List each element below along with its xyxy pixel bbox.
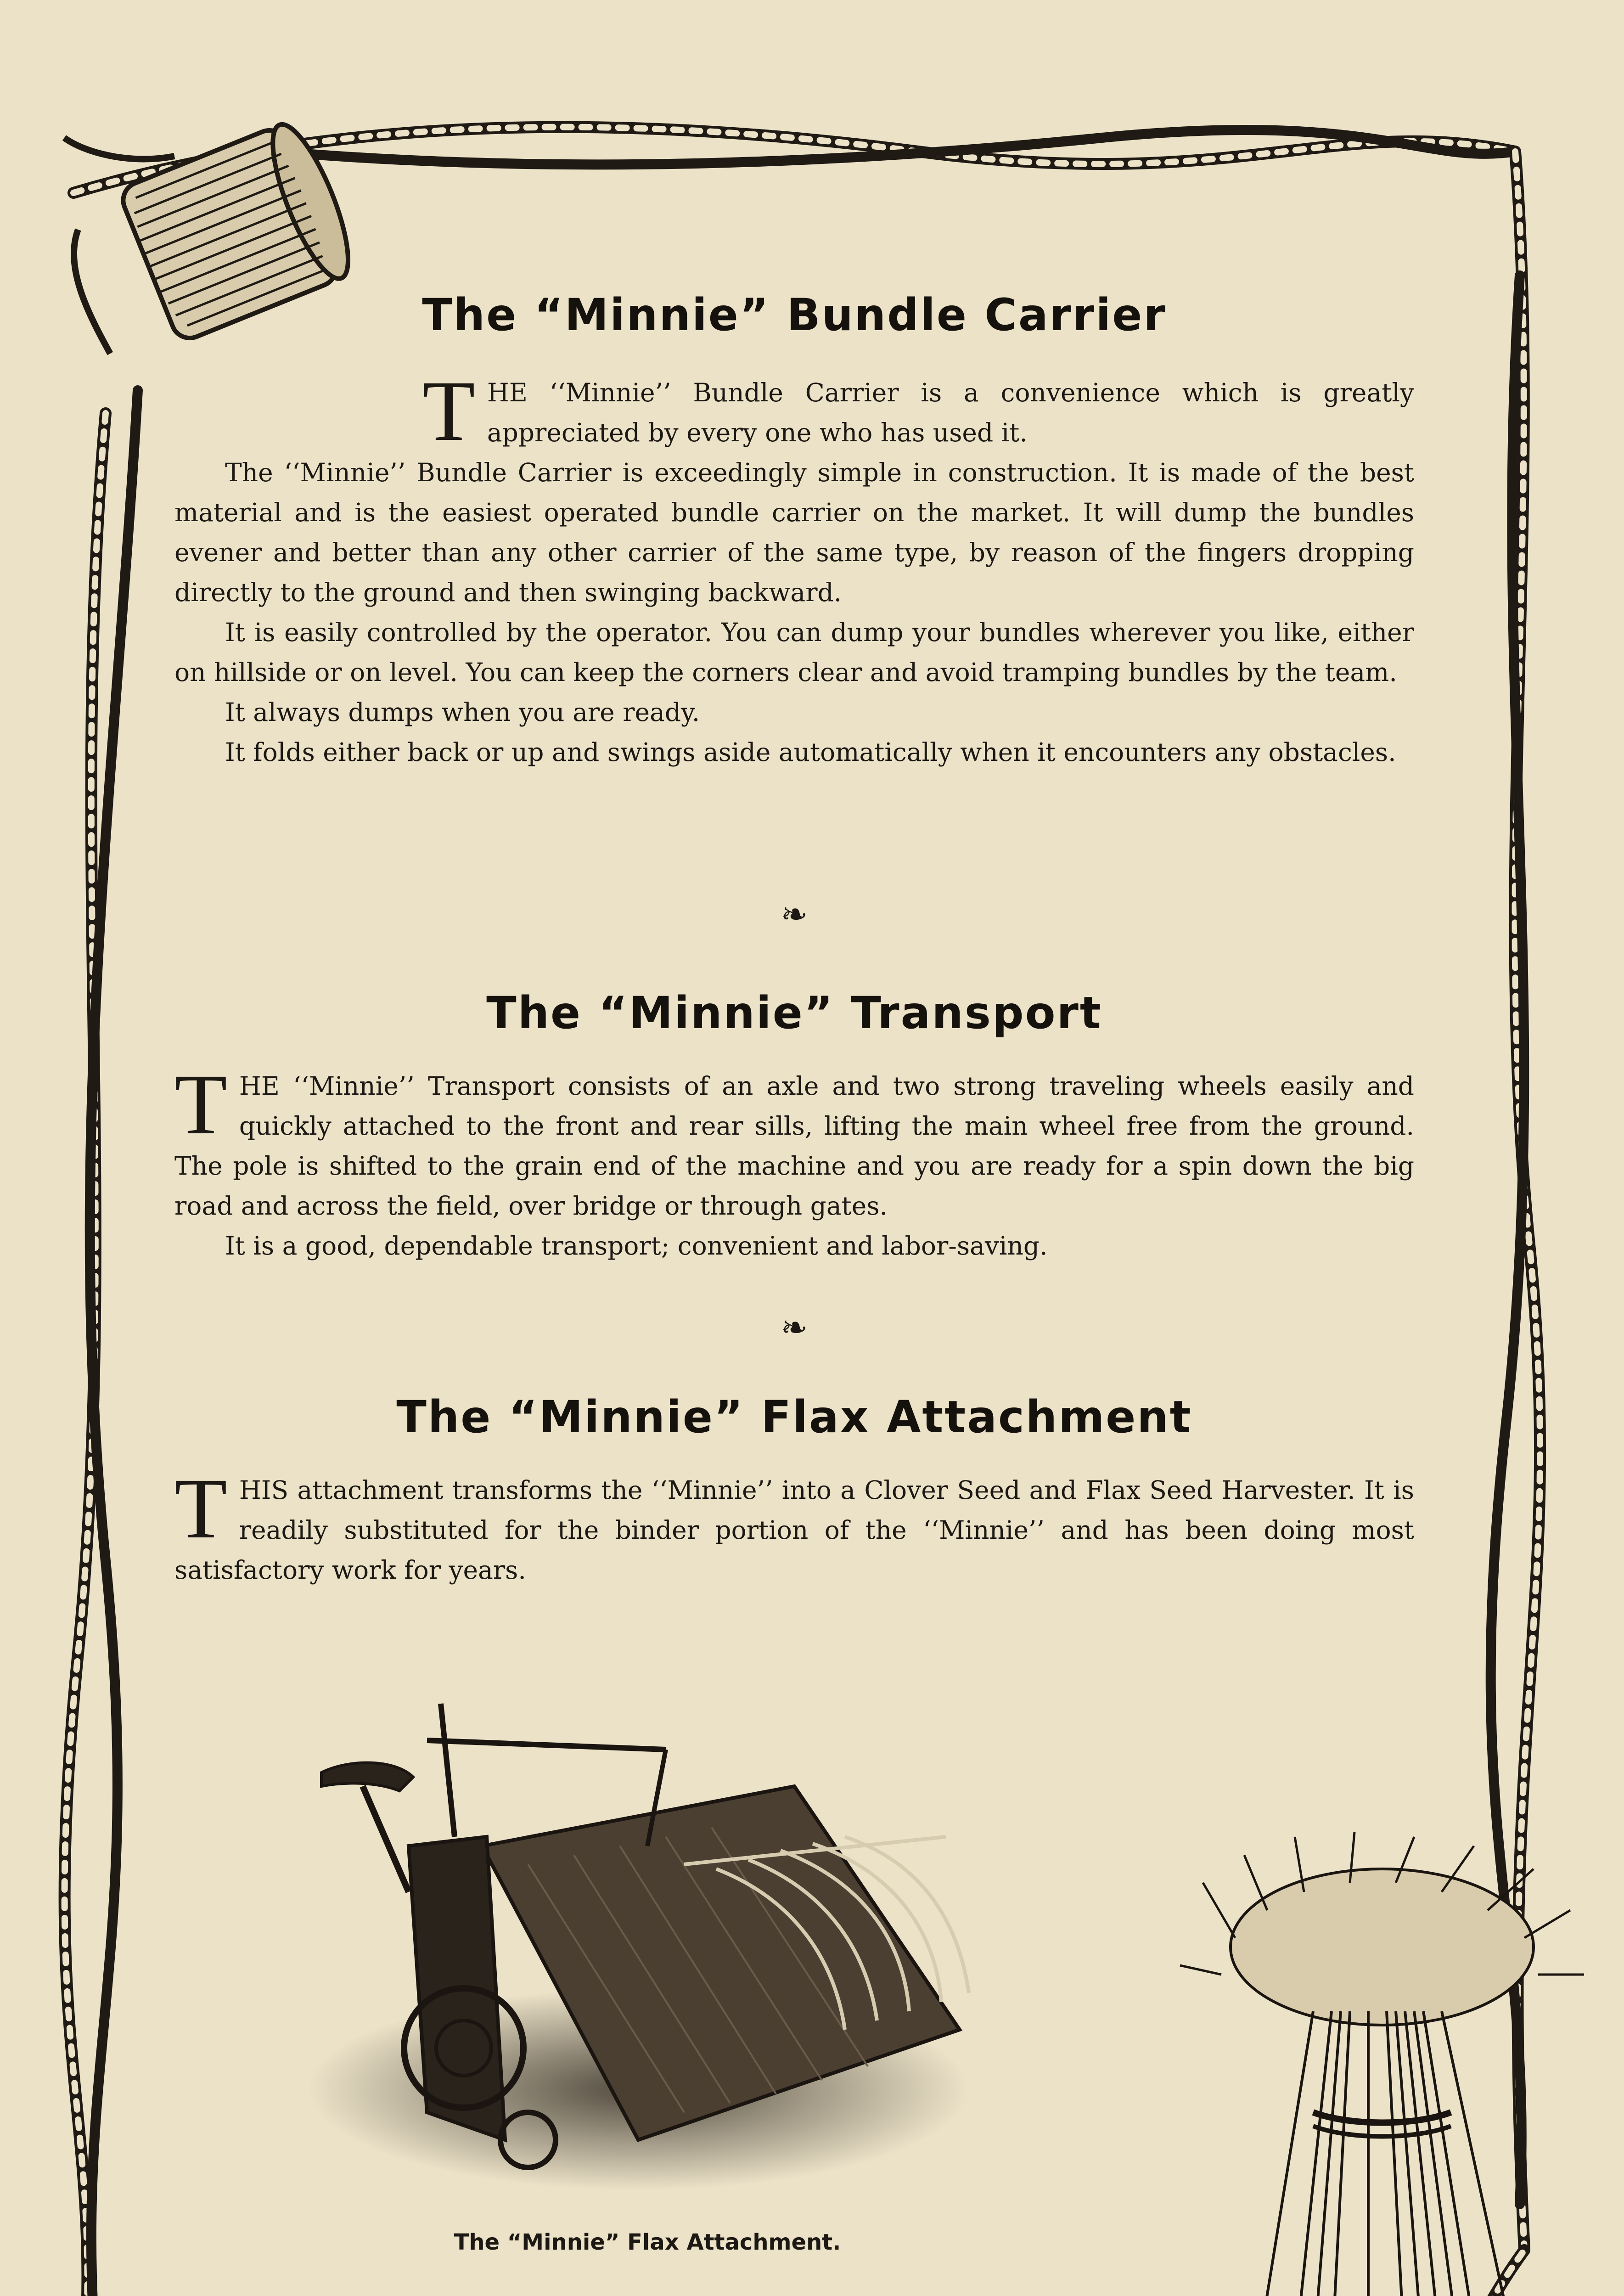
paragraph: HE ‘‘Minnie’’ Transport consists of an axle and two strong traveling wheels easily and quickly attached to the front and rear sills, lifting the main wheel free from the ground. The pole is shifted to the grain end of the machine and you are ready for a spin down the big road and across the field, over bridge or through gates. xyxy=(174,1071,1414,1221)
ornament-divider: ❧ xyxy=(781,1309,808,1346)
section-transport xyxy=(174,987,1414,1266)
drop-cap: T xyxy=(174,1056,227,1152)
section-title: The “Minnie” Transport xyxy=(486,987,1102,1039)
paragraph: The ‘‘Minnie’’ Bundle Carrier is exceedingly simple in construction. It is made of the best material and is the easiest operated bundle carrier on the market. It will dump the bundles evener and better than any other carrier of the same type, by reason of the fingers dropping directly to the ground and then swinging backward. xyxy=(174,458,1414,607)
section-title: The “Minnie” Bundle Carrier xyxy=(422,289,1167,341)
drop-cap: T xyxy=(174,1460,227,1556)
drop-cap: T xyxy=(422,363,475,459)
paragraph: It is easily controlled by the operator. You can dump your bundles wherever you like, either on hillside or on level. You can keep the corners clear and avoid tramping bundles by the team. xyxy=(174,618,1414,687)
paragraph: It is a good, dependable transport; convenient and labor-saving. xyxy=(225,1231,1048,1261)
section-title: The “Minnie” Flax Attachment xyxy=(396,1391,1192,1443)
flax-attachment-illustration xyxy=(289,1699,1006,2204)
paragraph: HIS attachment transforms the ‘‘Minnie’’ into a Clover Seed and Flax Seed Harvester. It is readily substituted for the binder portion of the ‘‘Minnie’’ and has been doing most satisfactory work for years. xyxy=(174,1475,1414,1585)
wheat-sheaf-illustration xyxy=(1175,1828,1589,2296)
paragraph: It folds either back or up and swings aside automatically when it encounters any obstacles. xyxy=(225,737,1396,767)
section-bundle-carrier xyxy=(174,289,1414,772)
figure-caption: The “Minnie” Flax Attachment. xyxy=(454,2229,841,2255)
ornament-divider: ❧ xyxy=(781,895,808,933)
paragraph: HE ‘‘Minnie’’ Bundle Carrier is a convenience which is greatly appreciated by every one who has used it. xyxy=(487,378,1414,447)
paragraph: It always dumps when you are ready. xyxy=(225,698,700,727)
section-flax-attachment xyxy=(174,1391,1414,1590)
